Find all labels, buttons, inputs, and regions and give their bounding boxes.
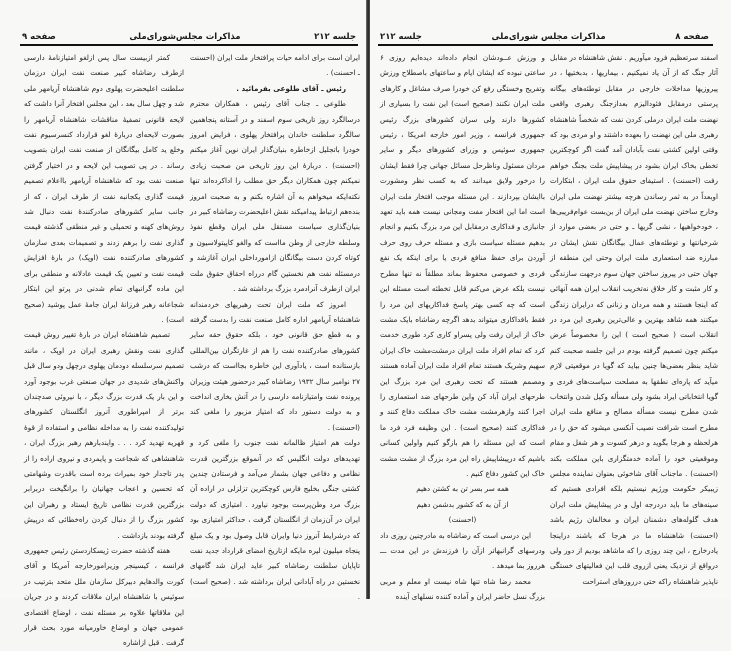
text-column-left bbox=[24, 50, 184, 651]
paragraph: دولت هم امتیاز ظالمانه نفت جنوب را ملغی کرد و تهدیدهای دولت انگلیس که در آنموقع بزرگترین قدرت نظامی و دفاعی جهان بشمار می‌آمد و فرستادن چندین کشتی جنگی بخلیج فارس کوچکترین تزلزلی در اراده آن بزرگ مرد وطن‌پرست بوجود نیاورد . امتیازی که دولت ایران در آن‌زمان از انگلستان گرفت ، حداکثر امتیازی بود که درشرایط آنروز دنیا وایران قابل وصول بود و یک مبلغ پنجاه میلیون لیره مایکه ازتاریخ امضای قرارداد جدید نفت تاپایان سلطنت رضاشاه کبیر عاید ایران شد گامهای نخستین در راه آبادانی ایران برداشته شد . (صحیح است) . bbox=[190, 438, 360, 602]
publication-title: مذاکرات مجلس شورای‌ملی bbox=[491, 32, 606, 42]
page-number: صفحه ۹ bbox=[22, 32, 56, 42]
applause-note: (احسنت) bbox=[448, 515, 477, 525]
paragraph: هفته گذشته حضرت ژیسکاردستن رئیس جمهوری فرانسه ، کیسینجر وزیرامورخارجه آمریکا و آقای کورت والدهایم دبیرکل سازمان ملل متحد بترتیب در سوئیس با شاهنشاه ایران ملاقات کردند و در جریان این ملاقاتها علاوه بر مسئله نفت ، اوضاع اقتصادی عمومی جهان و اوضاع خاورمیانه مورد بحث قرار گرفت . قبل ازاشاره bbox=[24, 546, 184, 648]
paragraph: محمد رضا شاه تنها شاه نیست او معلم و مربی بزرگ نسل حاضر ایران و آماده کننده نسلهای آینده bbox=[380, 576, 545, 602]
text-column-right bbox=[190, 50, 360, 605]
speaker-paragraph: طلوعی ـ جناب آقای رئیس ، همکاران محترم درسالگرد روز تاریخی سوم اسفند و در آستانه پنجاهمین سالگرد سلطنت خاندان پرافتخار پهلوی ، فرایض امروز خودرا باتجلیل ازخاطره بنیان‌گذار ایران نوین آغاز میکنم (احسنت) . دربارهٔ این روز تاریخی من صحبت زیادی نمیکنم چون همکاران دیگر حق مطلب را اداکرده‌اند تنها نکته‌ایکه میخواهم به آن اشاره بکنم و به صحبت امروز بنده‌هم ارتباط پیدامیکند نقش اعلیحضرت رضاشاه کبیر در بنیان‌گذاری سیاست مستقل ملی ایران وقطع نفوذ وسلطه خارجی از وطن مااست که والغو کاپیتولاسیون و کوتاه کردن دست بیگانگان ازامورداخلی ایران آغازشد و درمسئله نفت هم نخستین گام درراه احقاق حقوق ملت ایران ازطرف آنرادمرد بزرگ برداشته شد . bbox=[190, 99, 360, 294]
paragraph: اسفند سرتعظیم فرود میآوریم . نقش شاهنشاه در مقابل آثار جنگ که از آن یاد نمیکنیم ، بیماریها ، بدبختیها ، در پیروزیها مداخلات خارجی در مقابل توطئه‌های بیگانه پرستی درمقابل فئودالیزم بعدازجنگ رهبری واقعی نهضت ملت ایران درملی کردن نفت که شخصاً شاهنشاه رهبری ملی این نهضت را بعهده داشتند و او مردی بود که وقتی اولین کشتی نفت بآبادان آمد گفت اگر کوچکترین تخطی بخاک ایران بشود در پیشاپیش ملت بجنگ خواهم رفت (احسنت) . استیفای حقوق ملت ایران ، ابتکارات اوبعداً در به ثمر رساندن هرچه بیشتر نهضت ملی ایران وخارج ساختن نهضت ملی ایران از بن‌بست عوام‌فریبی‌ها ، خودخواهیها ، نشی گریها ـ و حتی در بعضی موارد از شرخیانتها و توطئه‌های عمال بیگانگان نقش ایشان در مبارزه ضد استعماری ملت ایران وحتی این منطقه از جهان حتی در پیروز ساختن جهان سوم درجهت سازندگی و کار مثبت و کار خلاق نه‌تخریب انقلاب ایران همه آنهائی که اینجا هستند و همه مردان و زنانی که درایران زندگی میکنند همه شاهد بهترین و عالی‌ترین رهبری این مرد در انقلاب است ( صحیح است ) این را مخصوصاً عرض میکنم چون تصمیم گرفته بودم در این جلسه صحبت کنم شاید بنظر بعضی‌ها چنین بیاید که گویا در موقعیتی لازم میآید که پاره‌ای نطقها به مصلحت سیاست‌های فردی و گویا انتخاباتی ایراد بشود ولی مسأله وکیل شدن وانتخاب شدن مطرح نیست مسأله مصالح و منافع ملت ایران مطرح است شرافت نصیب آنکسی میشود که حق را در هرلحظه و هرجا بگوید و درهر کسوت و هر شغل و مقام وموقعیتی خود را آماده خدمتگزاری باین مملکت بکند (احسنت) . ماجناب آقای شاخوئی بعنوان نماینده مجلس زیبیکر حکومت ورژیم نیستیم بلکه افرادی هستیم که سینه‌های ما باید دردرجه اول و در پیشاپیش ملت ایران هدف گلوله‌های دشمنان ایران و مخالفان رژیم باشد (احسنت) شاهنشاه ما در هرجا که باشند دراینجا یادرخارج ، این چند روزی را که ماشاهد بودیم از دور ولی درواقع از نزدیک یعنی ازروی قلب این فعالیتهای خستگی ناپذیر شاهنشاه راکه حتی درروزهای استراحت bbox=[550, 53, 718, 586]
paragraph: این درسی است که رضاشاه به مادرچنین روزی داد ودرسهای گرانبهاتر ازآن را فرزندش در این مدت ـــ هرروز بما میدهد . bbox=[380, 530, 545, 571]
verse-line: همه سر بسر تن به کشتن دهیم bbox=[416, 484, 509, 494]
session-number: جلسه ۲۱۲ bbox=[380, 32, 422, 42]
paragraph: و ورزش عــودشان انجام داده‌اند دیده‌ایم روزی ۶ ساعتی نبوده که ایشان ایام و ساعتهای باصطلاح ورزش وتفریح وخستگی رفع کن خودرا صرف مشاغل و کارهای ملت ایران نکنند (صحیح است) این نفت را بسیاری از کشورها دارند ولی سران کشورهای بزرگ رئیس جمهوری فرانسه ، وزیر امور خارجه امریکا ، رئیس جمهوری سوئیس و وزرای کشورهای دیگر و سایر مردان مسئول وناظرحل مسائل جهانی چرا فقط ایشان را درخور ولایق میدانند که به کسب نظر ومشورت باایشان بپردازند . این مسئله موجب افتخار ملت ایران است اما این افتخار مفت ومجانی نیست همه باید تعهد جانبازی و فداکاری درمقابل این مرد بزرگ بکنیم و انجام بدهیم مسئله سیاست بازی و مسئله حرف روی حرف آوردن برای حفظ منافع فردی یا برای اینکه یک نفع فردی و خصوصی محفوظ بماند مطلقاً نه تنها مطرح نیست بلکه عرض می‌کنم قابل تخطئه است مسئله این است که چه کسی بهتر پاسخ فداکاریهای این مرد را فقط بافداکاری میتواند بدهد اگرچه رضاشاه بایک مشت خاک از ایران رفت ولی پسراو کاری کرد طوری خدمت کرد که تمام افراد ملت ایران درمشت‌مشت خاک ایران سهیم وشریک هستند تمام افراد ملت ایران آماده هستند ومصمم هستند که تحت رهبری این مرد بزرگ این طرحهای ایران آباد کن واین طرحهای ضد استعماری را اجرا کنند وازهرمشت مشت خاک مملکت دفاع کنند و فداکاری کنند (صحیح است) . این وظیفه فرد فرد ما است که این مسئله را هم بازگو کنیم واولین کسانی باشیم که درپیشاپیش راه این مرد بزرگ از مشت مشت خاک این کشور دفاع کنیم . bbox=[380, 53, 545, 478]
page-header bbox=[22, 28, 356, 42]
paragraph: امروز که ملت ایران تحت رهبریهای خردمندانه شاهنشاه آریامهر اداره کامل صنعت نفت را بدست گرفته و به قطع حق قانونی خود ، بلکه حقوق حقه سایر کشورهای صادرکننده نفت را هم از غارتگران بین‌المللی بازستانده است ، یادآوری این خاطره بجااست که درشب ۲۷ نوامبر سال ۱۹۳۲ رضاشاه کبیر درحضور هیئت وزیران پرونده نفت وامتیازنامه دارسی را در آتش بخاری انداخت و به دولت دستور داد که امتیاز مزبور را ملغی کند (احسنت) . bbox=[190, 299, 360, 432]
text-column-right bbox=[550, 50, 718, 589]
header-rule bbox=[378, 44, 713, 46]
paragraph: کمتر ازبیست سال پس ازلغو امتیازنامهٔ دارسی ازطرف رضاشاه کبیر صنعت نفت ایران درزمان سلطنت اعلیحضرت پهلوی دوم شاهنشاه آریامهر ملی شد و چهل سال بعد ، این مجلس افتخار آنرا داشت که لایحه قانونی تصفیهٔ مناقشات شاهنشاه آریامهر را بصورت لایحه‌ای دربارهٔ لغو قرارداد کنسرسیوم نفت وخلع ید کامل بیگانگان از صنعت نفت ایران بتصویب رساند . در پی تصویب این لایحه و در اختیار گرفتن صنعت نفت بود که شاهنشاه آریامهر بااعلام تصمیم قیمت گذاری یکجانبه نفت از طرف ایران ، که از جانب سایر کشورهای صادرکنندهٔ نفت دنبال شد روش‌های کهنه و تحمیلی و غیر منطقی گذشته قیمت گذاری نفت را برهم زدند و تصمیمات بعدی سازمان کشورهای صادرکننده نفت (اوپک) در بارهٔ افزایش قیمت نفت و تعیین یک قیمت عادلانه و منطقی برای این ماده گرانبهای تمام شدنی در پرتو این ابتکار شجاعانه رهبر فرزانهٔ ایران جامهٔ عمل پوشید (صحیح است) . bbox=[24, 53, 184, 324]
session-number: جلسه ۲۱۲ bbox=[314, 32, 356, 42]
paragraph: ایران است برای ادامه حیات پرافتخار ملت ایران (احسنت ـ احسنت) . bbox=[190, 53, 360, 78]
header-rule bbox=[20, 44, 358, 46]
speaker-paragraph: رئیس ـ آقای طلوعی بفرمائید . bbox=[236, 83, 346, 93]
right-page-8 bbox=[370, 0, 731, 602]
verse-line: از آن به که کشور بدشمن دهیم bbox=[416, 499, 509, 509]
page-number: صفحه ۸ bbox=[675, 32, 709, 42]
paragraph: تصمیم شاهنشاه ایران در بارهٔ تغییر روش قیمت گذاری نفت ونقش رهبری ایران در اوپک ، مانند تصمیم سرسلسله دودمان پهلوی درچهل ودو سال قبل واکنش‌های شدیدی در جهان صنعتی غرب بوجود آورد و این بار یک قدرت بزرگ دیگر ، با نیروئی صدچندان برتر از امپراطوری آنروز انگلستان کشورهای تولیدکننده نفت را به مداخله نظامی و استفاده از قوهٔ قهریه تهدید کرد . . . وایندبارهم رهبر بزرگ ایران ، شاهنشاهی که شجاعت و پایمردی و نیروی اراده را از پدر تاجدار خود بمیراث برده است باقدرت وشهامتی که تحسین و اعجاب جهانیان را برانگیخت دربرابر بزرگترین قدرت نظامی تاریخ ایستاد و رهبران این کشور بزرگ را از دنبال کردن راه‌خطائی که درپیش گرفته بودند بازداشت . bbox=[24, 330, 184, 540]
page-header bbox=[380, 28, 709, 42]
text-column-left bbox=[380, 50, 545, 605]
left-page-9 bbox=[0, 0, 366, 648]
publication-title: مذاکرات مجلس‌شورای‌ملی bbox=[129, 32, 241, 42]
